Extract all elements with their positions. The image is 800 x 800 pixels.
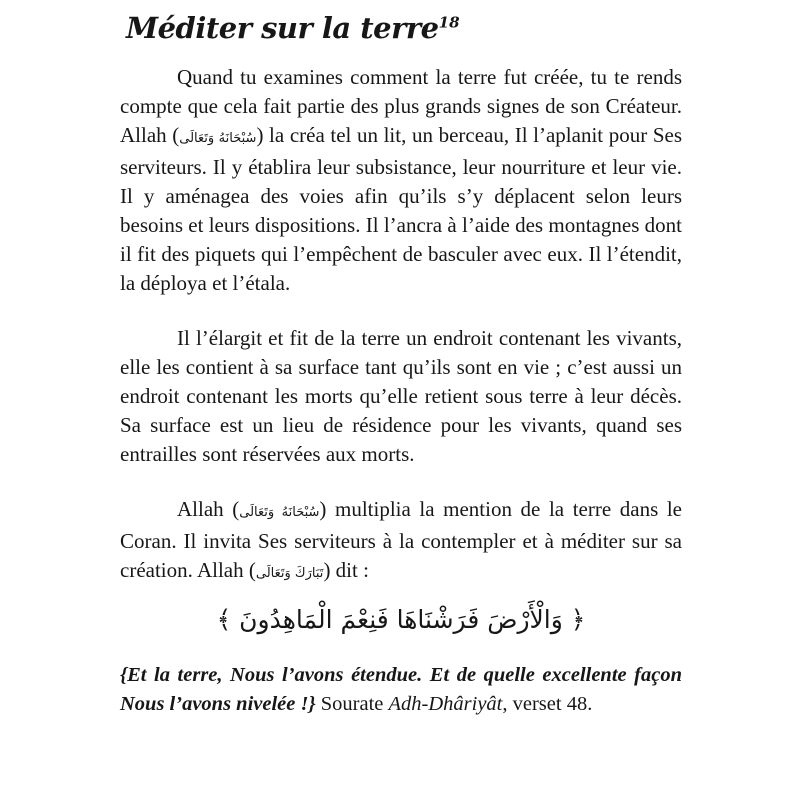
paragraph-mention-in-coran [120, 495, 682, 588]
quran-verse-arabic: ﴿ وَالْأَرْضَ فَرَشْنَاهَا فَنِعْمَ الْمَاهِدُونَ ﴾ [216, 604, 586, 634]
surah-name: Adh-Dhâriyât [388, 693, 503, 716]
paragraph-1-text-after: ) la créa tel un lit, un berceau, Il l’aplanit pour Ses serviteurs. Il y établira leur subsistance, leur nourriture et leur vie. Il y aménagea des voies afin qu’ils s’y déplacent selon leurs besoins et leurs dispositions. Il l’ancra à l’aide des montagnes dont il fit des piquets qui l’empêchent de basculer avec eux. Il l’étendit, la déploya et l’étala. [120, 122, 682, 295]
allah-honorific-arabic: سُبْحَانَهُ وَتَعَالَى [239, 504, 320, 520]
paragraph-3-text-a: Allah ( [177, 496, 240, 521]
paragraph-3-text-c: ) dit : [323, 557, 369, 582]
verse-translation-block [120, 661, 682, 719]
chapter-title-text: Méditer sur la terre [126, 11, 439, 45]
verse-translation-text: {Et la terre, Nous l’avons étendue. Et de quelle excellente façon Nous l’avons nivelée !} [120, 664, 682, 716]
paragraph-surface-and-depths [120, 324, 682, 469]
footnote-reference: 18 [438, 13, 460, 32]
paragraph-creation [120, 63, 682, 298]
chapter-title [126, 8, 682, 49]
source-prefix: Sourate [315, 693, 389, 716]
source-suffix: , verset 48. [502, 693, 593, 716]
paragraph-3-text-b: ) multiplia la mention de la terre dans le Coran. Il invita Ses serviteurs à la contempler et à méditer sur sa création. Allah ( [120, 496, 682, 582]
allah-honorific-arabic: تَبَارَكَ وَتَعَالَى [255, 565, 324, 581]
allah-honorific-arabic: سُبْحَانَهُ وَتَعَالَى [179, 130, 257, 146]
paragraph-2-text: Il l’élargit et fit de la terre un endroit contenant les vivants, elle les contient à sa surface tant qu’ils sont en vie ; c’est aussi un endroit contenant les morts qu’elle retient sous terre à leur décès. Sa surface est un lieu de résidence pour les vivants, quand ses entrailles sont réservées aux morts. [120, 325, 682, 466]
paragraph-1-text-before: Quand tu examines comment la terre fut créée, tu te rends compte que cela fait partie des plus grands signes de son Créateur. Allah ( [120, 64, 682, 147]
